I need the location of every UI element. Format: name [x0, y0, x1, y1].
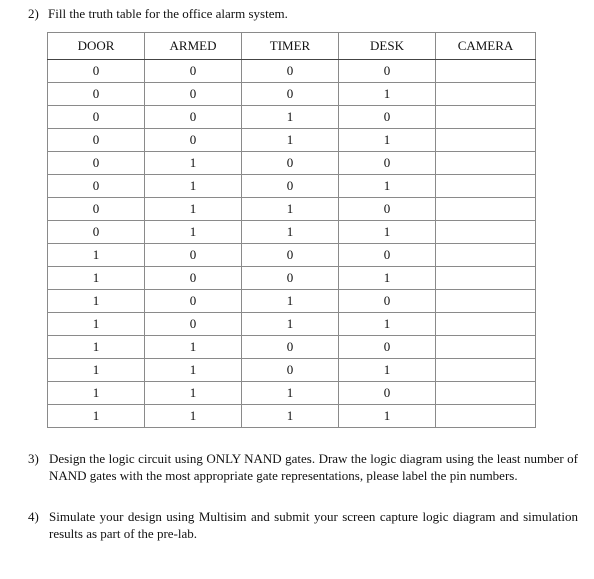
question-2-text: Fill the truth table for the office alarm system. — [48, 6, 288, 21]
table-row — [48, 405, 536, 428]
question-3 — [28, 450, 578, 484]
cell-camera[interactable] — [436, 129, 536, 152]
table-row — [48, 313, 536, 336]
table-row — [48, 152, 536, 175]
cell-armed: 0 — [145, 267, 242, 290]
cell-camera[interactable] — [436, 152, 536, 175]
cell-desk: 1 — [339, 221, 436, 244]
cell-camera[interactable] — [436, 382, 536, 405]
cell-timer: 0 — [242, 244, 339, 267]
cell-desk: 1 — [339, 83, 436, 106]
question-4 — [28, 508, 578, 542]
cell-camera[interactable] — [436, 198, 536, 221]
cell-armed: 0 — [145, 60, 242, 83]
cell-desk: 0 — [339, 290, 436, 313]
cell-timer: 1 — [242, 290, 339, 313]
cell-timer: 0 — [242, 359, 339, 382]
header-desk: DESK — [339, 33, 436, 60]
cell-timer: 0 — [242, 336, 339, 359]
cell-desk: 0 — [339, 244, 436, 267]
cell-camera[interactable] — [436, 405, 536, 428]
cell-door: 1 — [48, 336, 145, 359]
header-door: DOOR — [48, 33, 145, 60]
table-row — [48, 336, 536, 359]
cell-timer: 0 — [242, 83, 339, 106]
cell-door: 1 — [48, 313, 145, 336]
cell-desk: 0 — [339, 382, 436, 405]
cell-camera[interactable] — [436, 359, 536, 382]
cell-door: 0 — [48, 60, 145, 83]
cell-armed: 0 — [145, 129, 242, 152]
header-armed: ARMED — [145, 33, 242, 60]
cell-door: 1 — [48, 405, 145, 428]
cell-desk: 0 — [339, 152, 436, 175]
cell-door: 0 — [48, 198, 145, 221]
header-camera: CAMERA — [436, 33, 536, 60]
cell-armed: 1 — [145, 336, 242, 359]
cell-door: 1 — [48, 244, 145, 267]
cell-desk: 1 — [339, 129, 436, 152]
truth-table — [47, 32, 536, 428]
table-row — [48, 175, 536, 198]
cell-timer: 1 — [242, 198, 339, 221]
cell-desk: 1 — [339, 359, 436, 382]
question-3-text: Design the logic circuit using ONLY NAND gates. Draw the logic diagram using the least number of NAND gates with the most appropriate gate representations, please label the pin numbers. — [49, 451, 578, 483]
cell-desk: 0 — [339, 60, 436, 83]
cell-armed: 1 — [145, 175, 242, 198]
cell-timer: 0 — [242, 152, 339, 175]
cell-door: 0 — [48, 221, 145, 244]
cell-timer: 1 — [242, 221, 339, 244]
cell-door: 0 — [48, 83, 145, 106]
cell-camera[interactable] — [436, 60, 536, 83]
cell-desk: 1 — [339, 175, 436, 198]
question-2 — [28, 6, 288, 22]
cell-desk: 0 — [339, 198, 436, 221]
cell-timer: 0 — [242, 175, 339, 198]
cell-door: 0 — [48, 152, 145, 175]
cell-camera[interactable] — [436, 244, 536, 267]
cell-timer: 0 — [242, 267, 339, 290]
cell-timer: 1 — [242, 382, 339, 405]
table-row — [48, 106, 536, 129]
question-3-number: 3) — [28, 451, 39, 466]
table-row — [48, 382, 536, 405]
cell-armed: 1 — [145, 152, 242, 175]
table-row — [48, 221, 536, 244]
cell-camera[interactable] — [436, 313, 536, 336]
cell-desk: 1 — [339, 313, 436, 336]
cell-door: 1 — [48, 359, 145, 382]
question-4-number: 4) — [28, 509, 39, 524]
question-2-number: 2) — [28, 6, 39, 21]
cell-camera[interactable] — [436, 106, 536, 129]
cell-door: 0 — [48, 106, 145, 129]
cell-timer: 1 — [242, 405, 339, 428]
question-4-text: Simulate your design using Multisim and submit your screen capture logic diagram and simulation results as part of the pre-lab. — [49, 509, 578, 541]
cell-armed: 0 — [145, 83, 242, 106]
cell-camera[interactable] — [436, 175, 536, 198]
cell-door: 1 — [48, 290, 145, 313]
cell-door: 0 — [48, 175, 145, 198]
cell-camera[interactable] — [436, 336, 536, 359]
table-row — [48, 290, 536, 313]
cell-timer: 1 — [242, 313, 339, 336]
cell-door: 0 — [48, 129, 145, 152]
cell-camera[interactable] — [436, 83, 536, 106]
cell-door: 1 — [48, 267, 145, 290]
cell-armed: 0 — [145, 290, 242, 313]
cell-door: 1 — [48, 382, 145, 405]
cell-camera[interactable] — [436, 221, 536, 244]
table-row — [48, 60, 536, 83]
cell-timer: 1 — [242, 129, 339, 152]
table-row — [48, 129, 536, 152]
table-row — [48, 83, 536, 106]
cell-desk: 1 — [339, 405, 436, 428]
truth-table-header-row — [48, 33, 536, 60]
cell-desk: 1 — [339, 267, 436, 290]
cell-armed: 1 — [145, 382, 242, 405]
header-timer: TIMER — [242, 33, 339, 60]
cell-armed: 1 — [145, 198, 242, 221]
truth-table-body — [48, 60, 536, 428]
cell-armed: 0 — [145, 244, 242, 267]
table-row — [48, 359, 536, 382]
cell-desk: 0 — [339, 336, 436, 359]
table-row — [48, 198, 536, 221]
cell-armed: 1 — [145, 221, 242, 244]
cell-desk: 0 — [339, 106, 436, 129]
cell-timer: 0 — [242, 60, 339, 83]
cell-timer: 1 — [242, 106, 339, 129]
cell-armed: 0 — [145, 313, 242, 336]
table-row — [48, 267, 536, 290]
cell-armed: 0 — [145, 106, 242, 129]
cell-armed: 1 — [145, 405, 242, 428]
cell-armed: 1 — [145, 359, 242, 382]
cell-camera[interactable] — [436, 267, 536, 290]
table-row — [48, 244, 536, 267]
cell-camera[interactable] — [436, 290, 536, 313]
